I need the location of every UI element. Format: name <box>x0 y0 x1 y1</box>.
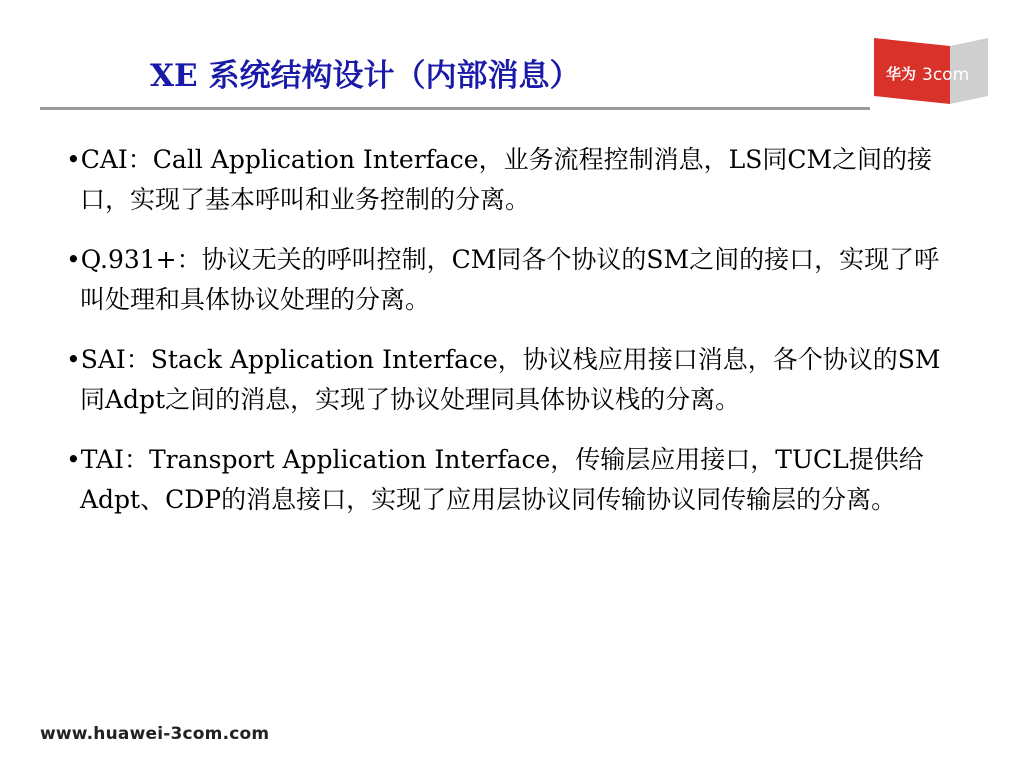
bullet-item-q931 <box>66 240 956 320</box>
footer-url: www.huawei-3com.com <box>40 724 270 744</box>
huawei-3com-logo <box>874 38 988 104</box>
bullet-list <box>66 140 956 540</box>
bullet-marker: • <box>66 345 81 374</box>
bullet-marker: • <box>66 145 81 174</box>
bullet-item-sai <box>66 340 956 420</box>
bullet-text: CAI：Call Application Interface，业务流程控制消息，LS同CM之间的接口，实现了基本呼叫和业务控制的分离。 <box>80 145 933 214</box>
bullet-text: SAI：Stack Application Interface，协议栈应用接口消息，各个协议的SM同Adpt之间的消息，实现了协议处理同具体协议栈的分离。 <box>80 345 941 414</box>
title-divider <box>40 107 870 110</box>
bullet-text: Q.931+：协议无关的呼叫控制，CM同各个协议的SM之间的接口，实现了呼叫处理和具体协议处理的分离。 <box>80 245 940 314</box>
slide-title: XE 系统结构设计（内部消息） <box>150 58 581 94</box>
bullet-text: TAI：Transport Application Interface，传输层应用接口，TUCL提供给Adpt、CDP的消息接口，实现了应用层协议同传输协议同传输层的分离。 <box>80 445 924 514</box>
bullet-item-tai <box>66 440 956 520</box>
logo-text-en: 3com <box>922 65 970 85</box>
bullet-marker: • <box>66 445 81 474</box>
bullet-marker: • <box>66 245 81 274</box>
bullet-item-cai <box>66 140 956 220</box>
logo-text-cn: 华为 <box>886 65 917 83</box>
logo-graphic <box>874 38 988 104</box>
